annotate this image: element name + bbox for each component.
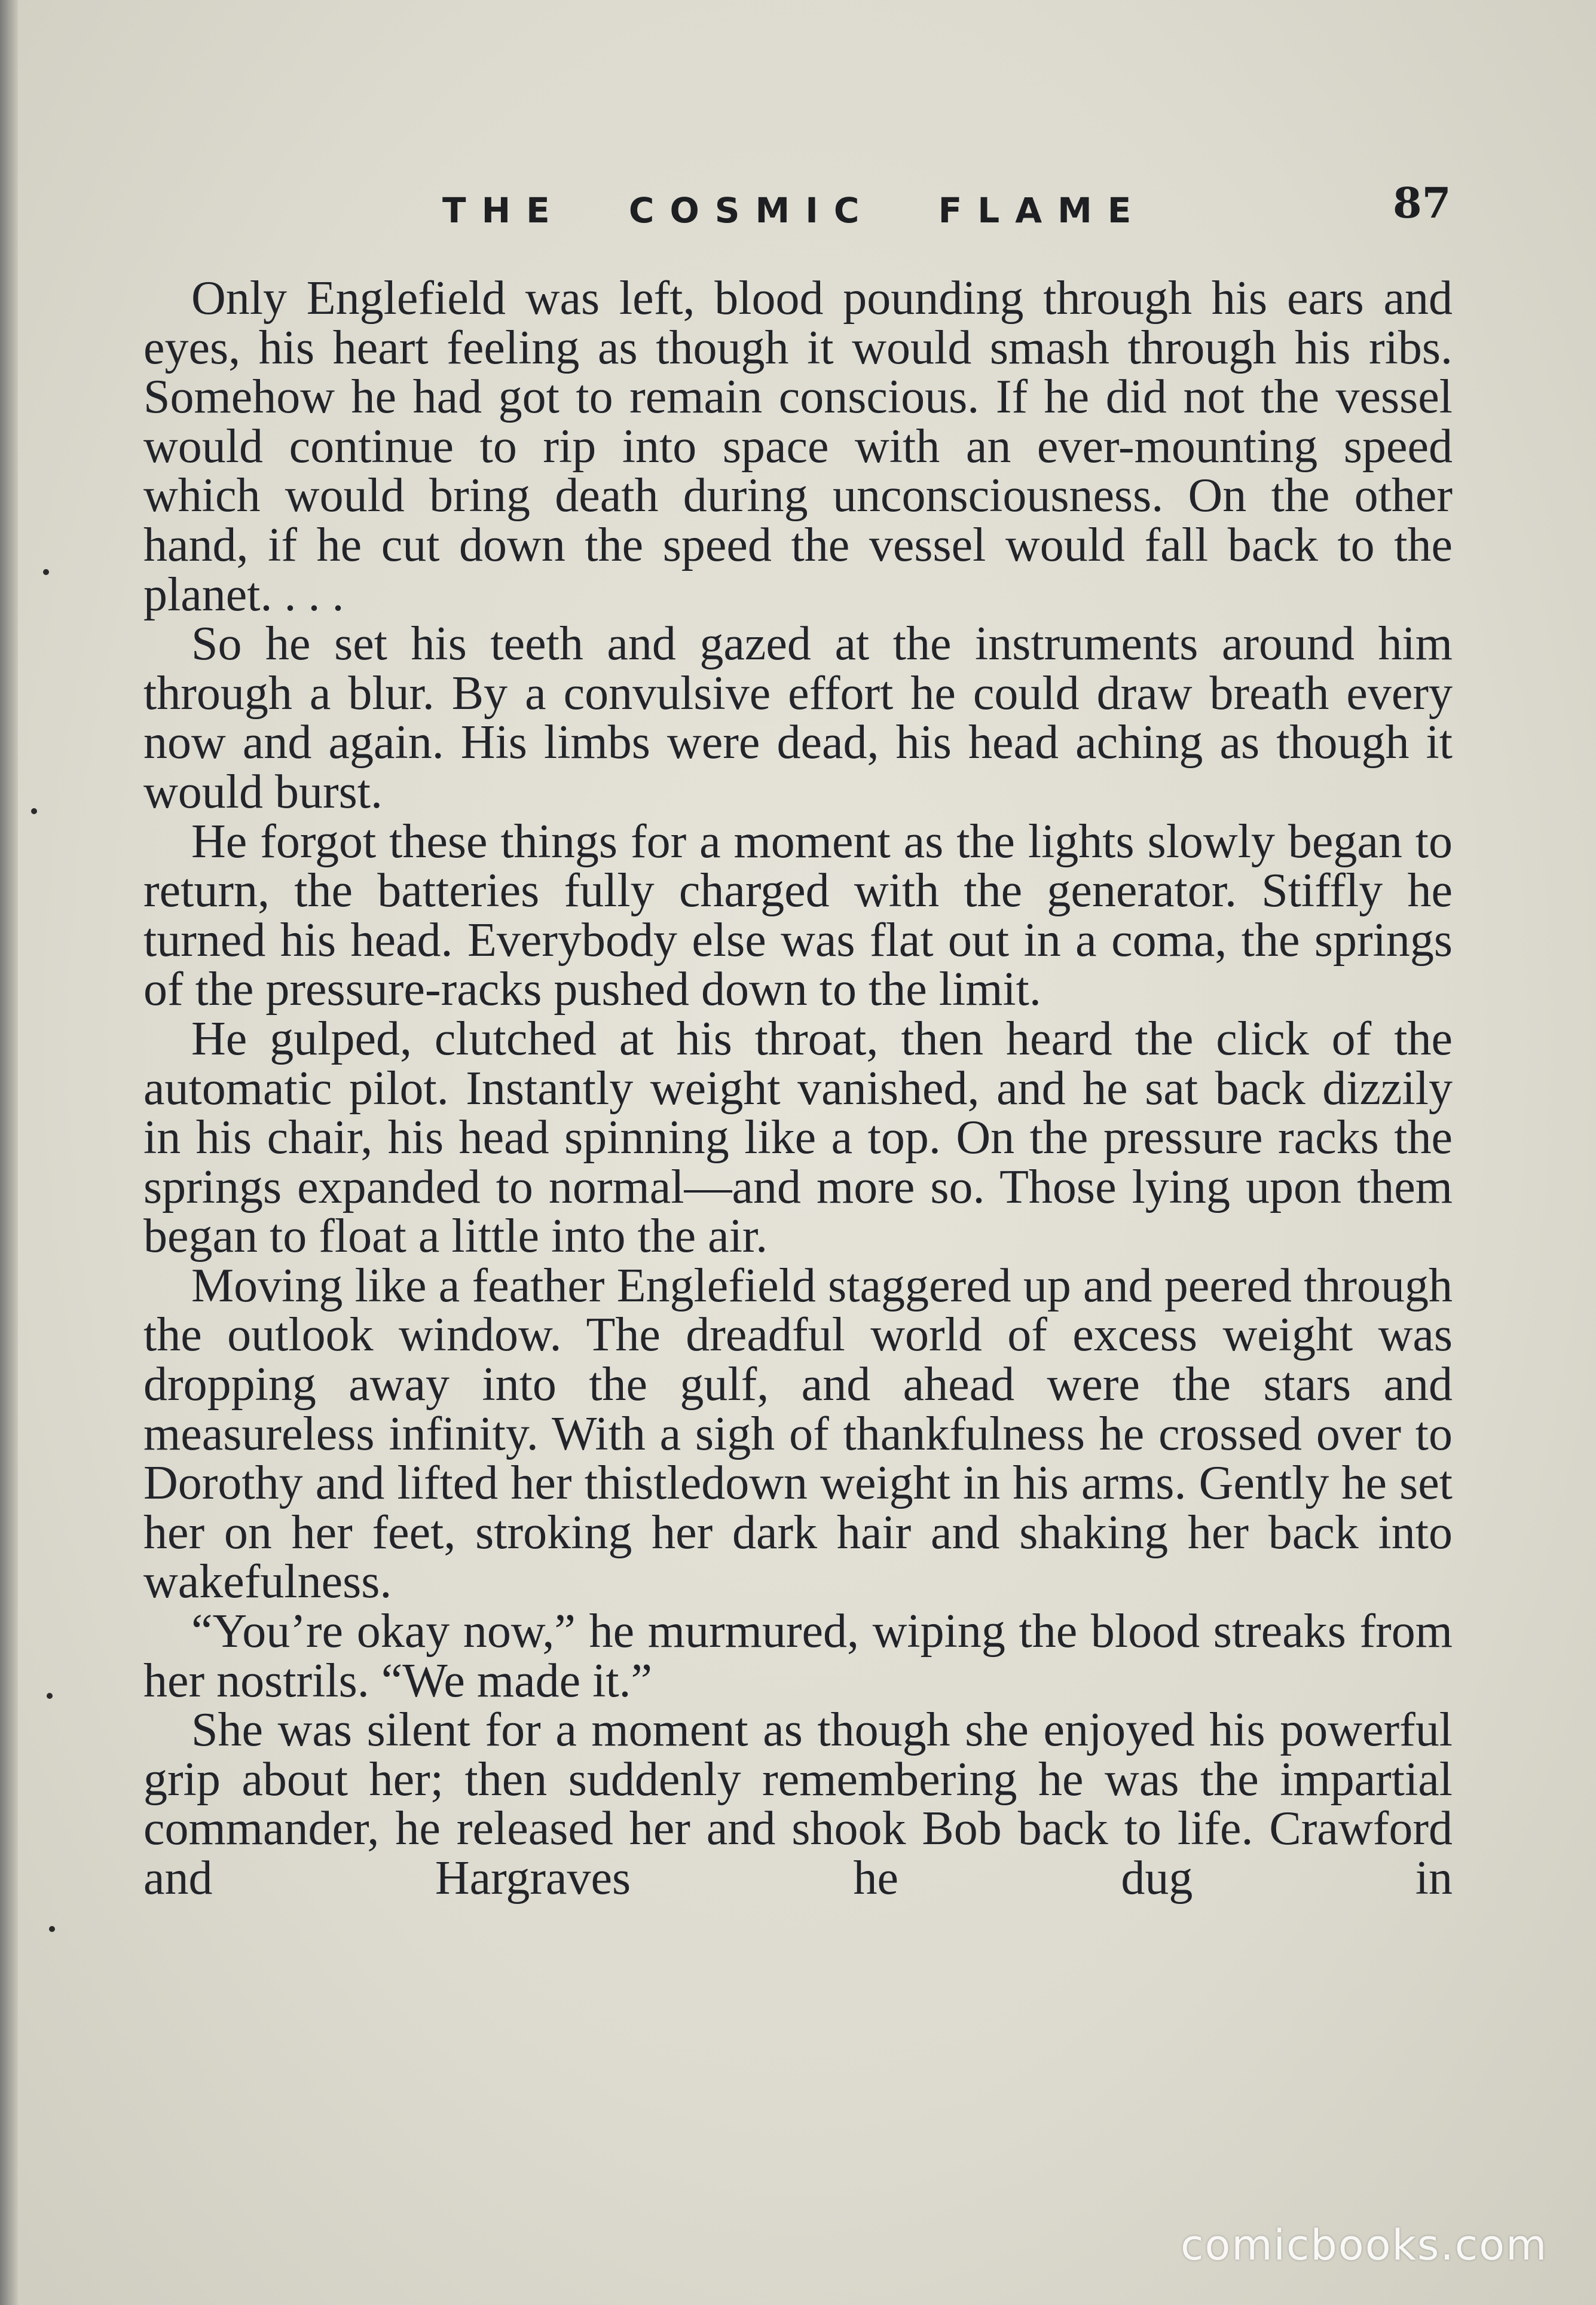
margin-speck	[49, 1926, 55, 1932]
running-title: THE COSMIC FLAME	[442, 190, 1147, 231]
margin-speck	[43, 569, 49, 575]
paragraph-2: So he set his teeth and gazed at the instruments around him through a blur. By a convulsive effort he could draw breath every now and again. His limbs were dead, his head aching as though it would burst.	[143, 617, 1453, 818]
paragraph-6: “You’re okay now,” he murmured, wiping the blood streaks from her nostrils. “We made it.”	[143, 1605, 1453, 1707]
margin-speck	[31, 808, 37, 814]
paragraph-4: He gulped, clutched at his throat, then heard the click of the automatic pilot. Instantly weight vanished, and he sat back dizzily in his chair, his head spinning like a top. On the pressure racks the springs expanded to normal—and more so. Those lying upon them began to float a little into the air.	[143, 1012, 1453, 1263]
paragraph-5: Moving like a feather Englefield staggered up and peered through the outlook window. The dreadful world of excess weight was dropping away into the gulf, and ahead were the stars and measureless infinity. With a sigh of thankfulness he crossed over to Dorothy and lifted her thistledown weight in his arms. Gently he set her on her feet, stroking her dark hair and shaking her back into wakefulness.	[143, 1259, 1453, 1609]
page-gutter-shadow	[0, 0, 18, 2305]
watermark-logo-text: comicbooks.com	[1181, 2221, 1548, 2270]
margin-speck	[47, 1693, 53, 1699]
paragraph-1: Only Englefield was left, blood pounding through his ears and eyes, his heart feeling as though it would smash through his ribs. Somehow he had got to remain conscious. If he did not the vessel would continue to rip into space with an ever-mounting speed which would bring death during unconsciousness. On the other hand, if he cut down the speed the vessel would fall back to the planet. . . .	[143, 272, 1453, 621]
paragraph-7: She was silent for a moment as though she enjoyed his powerful grip about her; then suddenly remembering he was the impartial commander, he released her and shook Bob back to life. Crawford and Hargraves he dug in	[143, 1704, 1453, 1904]
page-number: 87	[1393, 178, 1451, 228]
body-text	[143, 274, 1453, 1903]
paragraph-3: He forgot these things for a moment as the lights slowly began to return, the batteries fully charged with the generator. Stiffly he turned his head. Everybody else was flat out in a coma, the springs of the pressure-racks pushed down to the limit.	[143, 815, 1453, 1016]
